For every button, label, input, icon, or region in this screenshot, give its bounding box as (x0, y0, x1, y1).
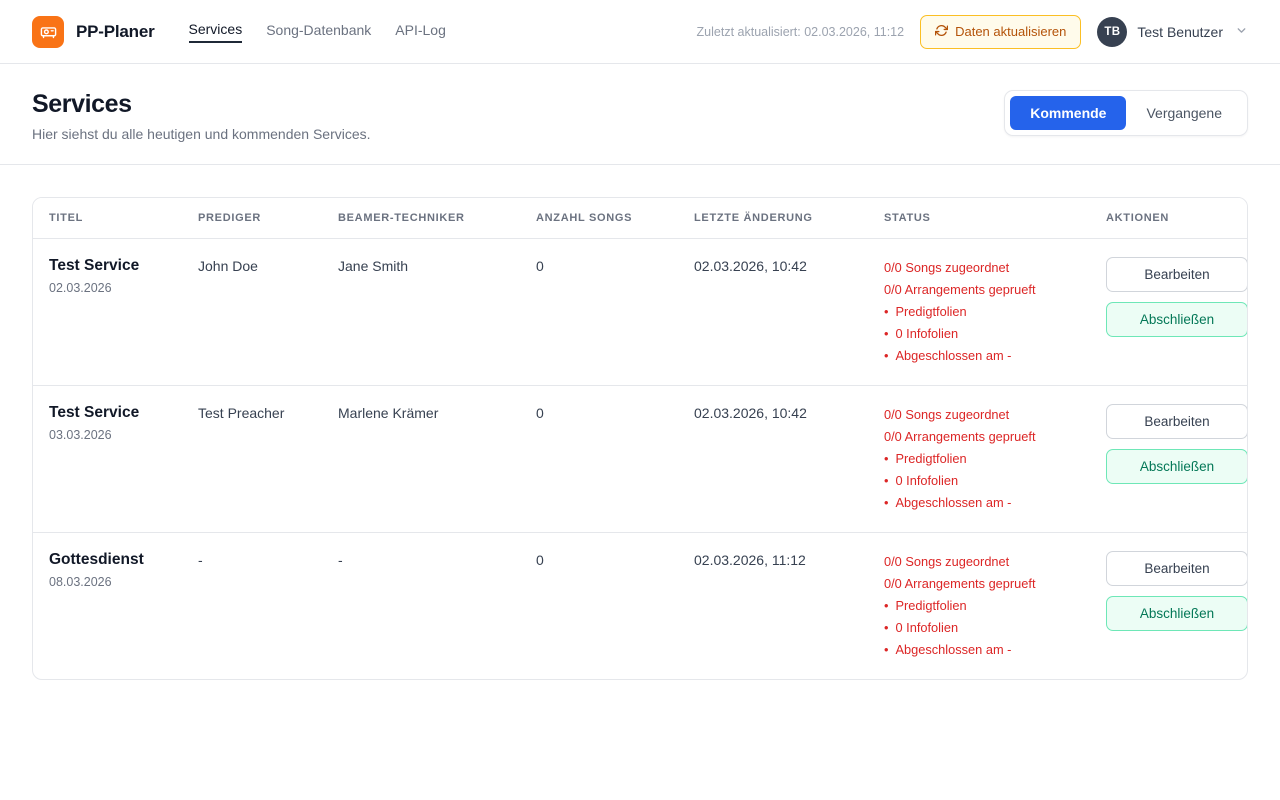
finish-button[interactable]: Abschließen (1106, 596, 1248, 631)
bullet-icon: • (884, 473, 889, 488)
user-name: Test Benutzer (1137, 23, 1223, 40)
bullet-icon: • (884, 598, 889, 613)
cell-beamer: Marlene Krämer (338, 386, 536, 533)
cell-song-count: 0 (536, 552, 544, 568)
chevron-down-icon (1235, 24, 1248, 40)
projector-icon (32, 16, 64, 48)
column-header-titel: TITEL (33, 198, 198, 239)
service-date: 02.03.2026 (49, 281, 112, 295)
cell-actions (1106, 533, 1248, 680)
cell-status (884, 533, 1106, 680)
status-songs-line: 0/0 Songs zugeordnet (884, 554, 1010, 569)
column-header-prediger: PREDIGER (198, 198, 338, 239)
status-item-label: Predigtfolien (895, 598, 967, 613)
table-header (33, 198, 1248, 239)
service-title: Test Service (49, 404, 140, 421)
cell-beamer: Jane Smith (338, 239, 536, 386)
content-area (0, 165, 1280, 712)
table-body (33, 239, 1248, 680)
column-header-anzahl-songs: ANZAHL SONGS (536, 198, 694, 239)
edit-button[interactable]: Bearbeiten (1106, 404, 1248, 439)
cell-actions (1106, 386, 1248, 533)
page-header (0, 64, 1280, 165)
status-item-label: 0 Infofolien (895, 620, 959, 635)
status-list (884, 551, 1106, 661)
brand-name: PP-Planer (76, 21, 155, 41)
status-item (884, 617, 1106, 639)
column-header-beamer-techniker: BEAMER-TECHNIKER (338, 198, 536, 239)
edit-button[interactable]: Bearbeiten (1106, 257, 1248, 292)
row-actions (1106, 257, 1248, 337)
status-songs-line: 0/0 Songs zugeordnet (884, 260, 1010, 275)
status-list (884, 404, 1106, 514)
status-item-label: 0 Infofolien (895, 473, 959, 488)
page-subtitle: Hier siehst du alle heutigen und kommenden Services. (32, 126, 371, 142)
table-header-row (33, 198, 1248, 239)
refresh-icon (935, 24, 948, 40)
cell-title (33, 386, 198, 533)
page-header-text (32, 90, 371, 142)
cell-last-change: 02.03.2026, 10:42 (694, 386, 884, 533)
service-title: Test Service (49, 257, 140, 274)
cell-actions (1106, 239, 1248, 386)
cell-preacher: Test Preacher (198, 386, 338, 533)
nav-item-song-datenbank[interactable]: Song-Datenbank (266, 21, 372, 38)
column-header-aktionen: AKTIONEN (1106, 198, 1248, 239)
status-item-label: Abgeschlossen am - (895, 642, 1012, 657)
status-item (884, 492, 1106, 514)
status-item-label: 0 Infofolien (895, 326, 959, 341)
bullet-icon: • (884, 642, 889, 657)
avatar: TB (1097, 17, 1127, 47)
status-list (884, 257, 1106, 367)
filter-past-button[interactable]: Vergangene (1126, 96, 1242, 130)
table-row (33, 533, 1248, 680)
cell-beamer: - (338, 552, 343, 568)
refresh-button-label: Daten aktualisieren (955, 24, 1067, 39)
brand[interactable] (32, 16, 155, 48)
cell-song-count: 0 (536, 239, 694, 386)
cell-last-change: 02.03.2026, 11:12 (694, 552, 806, 568)
service-date: 03.03.2026 (49, 428, 112, 442)
user-menu[interactable] (1097, 17, 1248, 47)
status-item (884, 301, 1106, 323)
services-table-card (32, 197, 1248, 680)
cell-preacher: - (198, 552, 203, 568)
cell-song-count: 0 (536, 386, 694, 533)
status-item (884, 595, 1106, 617)
bullet-icon: • (884, 326, 889, 341)
filter-upcoming-button[interactable]: Kommende (1010, 96, 1126, 130)
bullet-icon: • (884, 348, 889, 363)
status-item (884, 345, 1106, 367)
status-item-label: Predigtfolien (895, 304, 967, 319)
status-item (884, 323, 1106, 345)
bullet-icon: • (884, 620, 889, 635)
refresh-data-button[interactable] (920, 15, 1081, 49)
status-item-label: Abgeschlossen am - (895, 348, 1012, 363)
finish-button[interactable]: Abschließen (1106, 449, 1248, 484)
last-updated-text: Zuletzt aktualisiert: 02.03.2026, 11:12 (696, 24, 905, 39)
column-header-status: STATUS (884, 198, 1106, 239)
nav-item-services[interactable]: Services (189, 21, 243, 43)
status-item (884, 639, 1106, 661)
page-title: Services (32, 90, 132, 118)
status-item (884, 448, 1106, 470)
cell-status (884, 386, 1106, 533)
top-navigation-bar (0, 0, 1280, 64)
bullet-icon: • (884, 304, 889, 319)
status-songs-line: 0/0 Songs zugeordnet (884, 407, 1010, 422)
cell-status (884, 239, 1106, 386)
main-nav (189, 21, 446, 43)
table-row (33, 239, 1248, 386)
service-date: 08.03.2026 (49, 575, 112, 589)
edit-button[interactable]: Bearbeiten (1106, 551, 1248, 586)
row-actions (1106, 404, 1248, 484)
nav-item-api-log[interactable]: API-Log (395, 21, 446, 38)
column-header-letzte-aenderung: LETZTE ÄNDERUNG (694, 198, 884, 239)
service-title: Gottesdienst (49, 551, 144, 568)
cell-title (33, 239, 198, 386)
table-row (33, 386, 1248, 533)
status-item (884, 470, 1106, 492)
status-arrangements-line: 0/0 Arrangements geprueft (884, 576, 1036, 591)
cell-preacher: John Doe (198, 239, 338, 386)
topbar-right (697, 15, 1248, 49)
status-arrangements-line: 0/0 Arrangements geprueft (884, 429, 1036, 444)
status-item-label: Abgeschlossen am - (895, 495, 1012, 510)
service-filter-toggle (1004, 90, 1248, 136)
row-actions (1106, 551, 1248, 631)
cell-last-change: 02.03.2026, 10:42 (694, 239, 884, 386)
status-arrangements-line: 0/0 Arrangements geprueft (884, 282, 1036, 297)
services-table (33, 198, 1248, 679)
cell-title (33, 533, 198, 680)
bullet-icon: • (884, 451, 889, 466)
status-item-label: Predigtfolien (895, 451, 967, 466)
bullet-icon: • (884, 495, 889, 510)
finish-button[interactable]: Abschließen (1106, 302, 1248, 337)
